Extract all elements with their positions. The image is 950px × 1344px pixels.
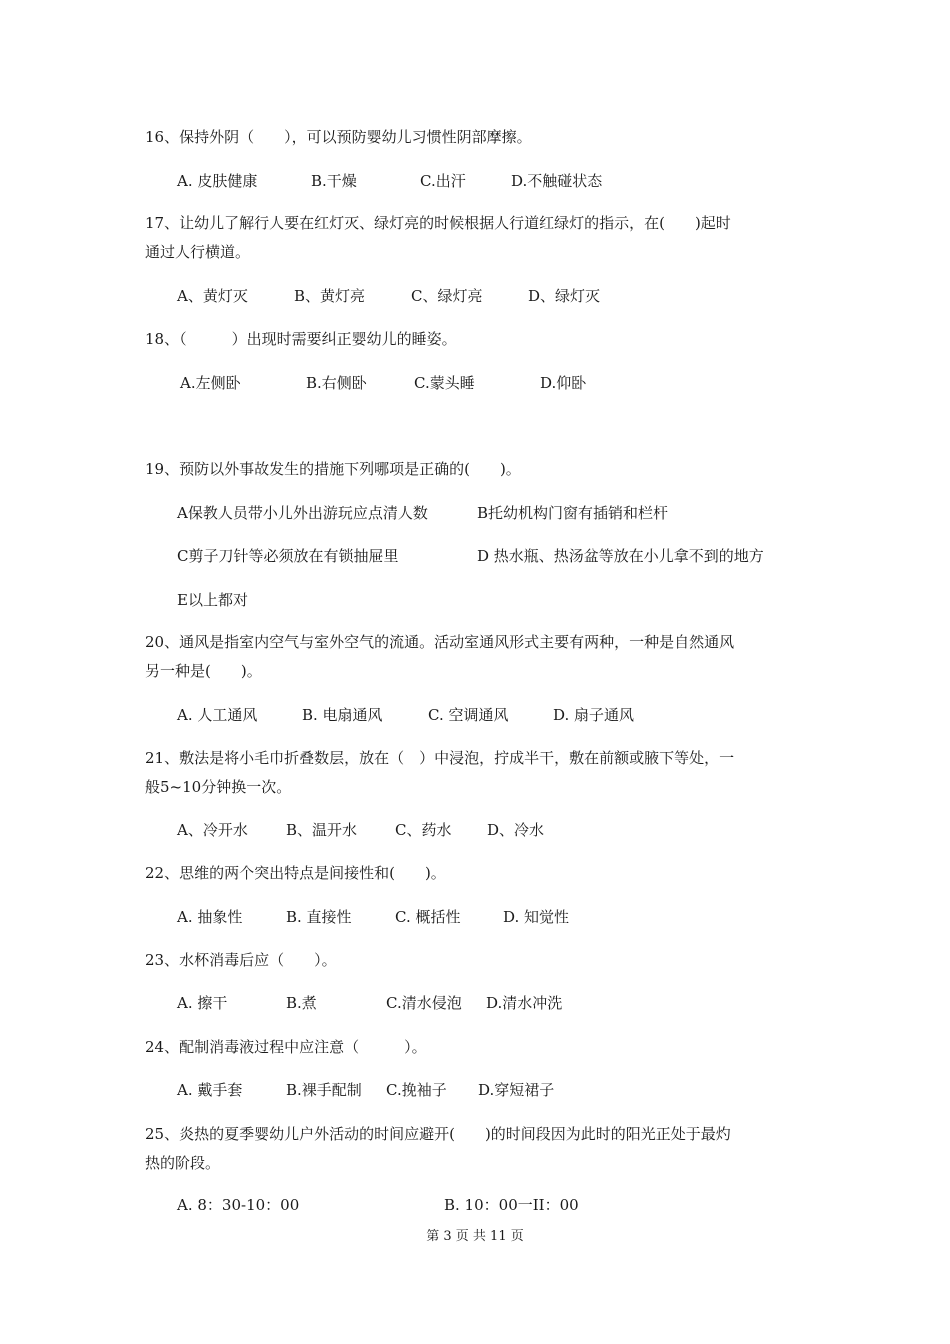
question-25-stem-line-2: 热的阶段。 [145,1154,221,1172]
question-23-option-d: D.清水冲洗 [486,994,563,1012]
question-16-option-a: A. 皮肤健康 [177,172,258,190]
question-18-option-c: C.蒙头睡 [414,374,475,392]
question-23-stem: 23、水杯消毒后应（ ）。 [145,951,337,969]
question-17-stem-line-1: 17、让幼儿了解行人要在红灯灭、绿灯亮的时候根据人行道红绿灯的指示，在( )起时 [145,214,731,232]
question-25-stem-line-1: 25、炎热的夏季婴幼儿户外活动的时间应避开( )的时间段因为此时的阳光正处于最灼 [145,1125,731,1143]
question-20-stem-line-2: 另一种是( )。 [145,662,262,680]
question-24-stem: 24、配制消毒液过程中应注意（ ）。 [145,1038,427,1056]
question-21-option-d: D、冷水 [487,821,545,839]
question-20-option-b: B. 电扇通风 [302,706,383,724]
question-22-stem: 22、思维的两个突出特点是间接性和( )。 [145,864,446,882]
question-23-option-c: C.清水侵泡 [386,994,462,1012]
question-18-option-b: B.右侧卧 [306,374,367,392]
question-19-option-c: C剪子刀针等必须放在有锁抽屉里 [177,547,399,565]
question-24-option-a: A. 戴手套 [177,1081,243,1099]
question-21-option-b: B、温开水 [286,821,358,839]
question-18-stem: 18、（ ）出现时需要纠正婴幼儿的睡姿。 [145,330,457,348]
question-19-stem: 19、预防以外事故发生的措施下列哪项是正确的( )。 [145,460,521,478]
question-17-option-c: C、绿灯亮 [411,287,483,305]
question-22-option-c: C. 概括性 [395,908,461,926]
question-24-option-c: C.挽袖子 [386,1081,447,1099]
question-19-option-a: A保教人员带小儿外出游玩应点清人数 [177,504,428,522]
question-21-option-a: A、冷开水 [177,821,248,839]
question-25-option-a: A. 8：30-10：00 [177,1196,300,1214]
question-19-option-b: B托幼机构门窗有插销和栏杆 [477,504,669,522]
question-24-option-d: D.穿短裙子 [478,1081,555,1099]
question-16-option-c: C.出汗 [420,172,466,190]
question-16-option-b: B.干燥 [311,172,357,190]
question-24-option-b: B.裸手配制 [286,1081,362,1099]
question-20-option-a: A. 人工通风 [177,706,258,724]
question-25-option-b: B. 10：00一II：00 [444,1196,579,1214]
question-20-option-c: C. 空调通风 [428,706,509,724]
question-22-option-d: D. 知觉性 [503,908,570,926]
question-16-option-d: D.不触碰状态 [511,172,603,190]
question-19-option-d: D 热水瓶、热汤盆等放在小儿拿不到的地方 [477,547,764,565]
question-18-option-a: A.左侧卧 [180,374,241,392]
question-19-option-e: E以上都对 [177,591,248,609]
question-17-option-d: D、绿灯灭 [528,287,601,305]
question-23-option-a: A. 擦干 [177,994,228,1012]
question-22-option-a: A. 抽象性 [177,908,243,926]
question-17-option-b: B、黄灯亮 [294,287,366,305]
question-17-stem-line-2: 通过人行横道。 [145,243,251,261]
question-21-option-c: C、药水 [395,821,452,839]
question-21-stem-line-1: 21、敷法是将小毛巾折叠数层，放在（ ）中浸泡，拧成半干，敷在前额或腋下等处，一 [145,749,735,767]
question-16-stem: 16、保持外阴（ ），可以预防婴幼儿习惯性阴部摩擦。 [145,128,532,146]
question-18-option-d: D.仰卧 [540,374,587,392]
question-22-option-b: B. 直接性 [286,908,352,926]
question-23-option-b: B.煮 [286,994,317,1012]
question-20-stem-line-1: 20、通风是指室内空气与室外空气的流通。活动室通风形式主要有两种，一种是自然通风 [145,633,735,651]
question-20-option-d: D. 扇子通风 [553,706,635,724]
question-17-option-a: A、黄灯灭 [177,287,248,305]
question-21-stem-line-2: 般5~10分钟换一次。 [145,778,292,796]
page-footer: 第 3 页 共 11 页 [426,1229,524,1244]
